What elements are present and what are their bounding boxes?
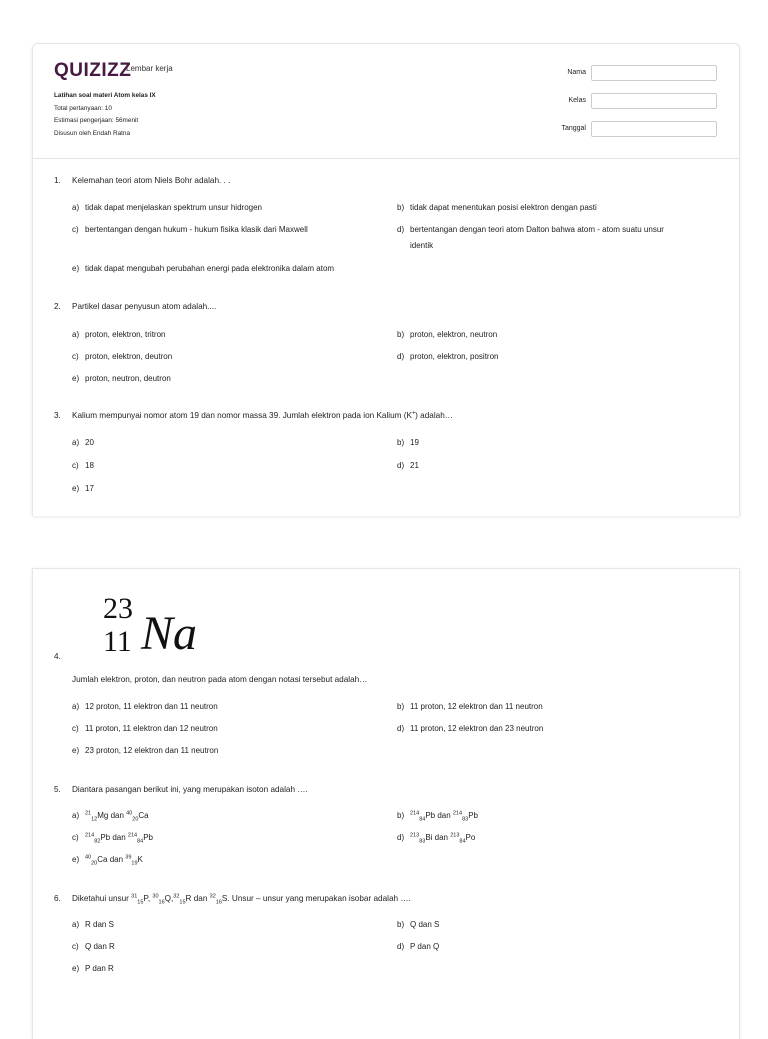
quizizz-logo: QUIZIZZ (54, 60, 132, 81)
question-text: Kalium mempunyai nomor atom 19 dan nomor massa 39. Jumlah elektron pada ion Kalium (K+) adalah… (72, 410, 453, 420)
date-field[interactable] (591, 121, 717, 137)
author: Disusun oleh Endah Ratna (54, 129, 131, 137)
class-label: Kelas (568, 97, 586, 104)
question-text: Jumlah elektron, proton, dan neutron pada atom dengan notasi tersebut adalah… (72, 675, 368, 684)
worksheet-label: Lembar kerja (126, 64, 173, 73)
question-number: 6. (54, 894, 61, 903)
atomic-number: 11 (103, 625, 132, 653)
question-text: Kelemahan teori atom Niels Bohr adalah. . . (72, 176, 231, 185)
estimated-time: Estimasi pengerjaan: 56menit (54, 117, 139, 124)
date-label: Tanggal (561, 125, 586, 132)
worksheet-title: Latihan soal materi Atom kelas IX (54, 92, 156, 99)
worksheet-page-1: QUIZIZZ Lembar kerja Latihan soal materi Atom kelas IX Total pertanyaan: 10 Estimasi pengerjaan: 56menit Disusun oleh Endah Ratna Nama Kelas Tanggal 1. Kelemahan teori atom Niels Bohr adalah. . . a) tidak dapat menjelaskan spektrum unsur hidrogen b) tidak dapat menentukan posisi elektron dengan pasti c) bertentangan dengan hukum - hukum fisika klasik dari Maxwell d) bertentangan dengan teori atom Dalton bahwa atom - atom suatu unsur identik e) tidak dapat mengubah perubahan energi pada elektronika dalam atom 2. Partikel dasar penyusun atom adalah.... a) proton, elektron, tritron b) proton, elektron, neutron c) proton, elektron, deutron d) proton, elektron, positron e) proton, neutron, deutron 3. Kalium mempunyai nomor atom 19 dan nomor massa 39. Jumlah elektron pada ion Kalium (K+) adalah… a) 20 b) 19 c) 18 d) 21 e) 17 (32, 43, 740, 516)
question-number: 4. (54, 652, 61, 661)
worksheet-meta (54, 90, 156, 140)
class-field[interactable] (591, 93, 717, 109)
question-number: 5. (54, 785, 61, 794)
name-field[interactable] (591, 65, 717, 81)
question-number: 3. (54, 411, 61, 420)
question-text: Partikel dasar penyusun atom adalah.... (72, 302, 217, 311)
total-questions: Total pertanyaan: 10 (54, 104, 112, 112)
question-number: 2. (54, 302, 61, 311)
question-text: Diketahui unsur $^{31}_{15}$P, $^{30}_{16}$Q,$^{32}_{15}$R dan $^{32}_{16}$S. Unsur – unsur yang merupakan isobar adalah …. (72, 893, 411, 906)
worksheet-page-2: 23 11 Na 4. Jumlah elektron, proton, dan neutron pada atom dengan notasi tersebut adalah… a) 12 proton, 11 elektron dan 11 neutron b) 11 proton, 12 elektron dan 11 neutron c) 11 proton, 11 elektron dan 12 neutron d) 11 proton, 12 elektron dan 23 neutron e) 23 proton, 12 elektron dan 11 neutron 5. Diantara pasangan berikut ini, yang merupakan isoton adalah …. a) $^{21}_{12}$Mg dan $^{40}_{20}$Ca b) $^{214}_{84}$Pb dan $^{214}_{83}$Pb c) $^{214}_{82}$Pb dan $^{214}_{84}$Pb d) $^{213}_{83}$Bi dan $^{213}_{84}$Po e) $^{40}_{20}$Ca dan $^{39}_{19}$K 6. Diketahui unsur $^{31}_{15}$P, $^{30}_{16}$Q,$^{32}_{15}$R dan $^{32}_{16}$S. Unsur – unsur yang merupakan isobar adalah …. a) R dan S b) Q dan S c) Q dan R d) P dan Q e) P dan R (32, 568, 740, 1039)
sodium-nuclide-notation (103, 583, 233, 653)
worksheet-header (33, 44, 739, 159)
name-label: Nama (567, 69, 586, 76)
question-text: Diantara pasangan berikut ini, yang merupakan isoton adalah …. (72, 785, 308, 794)
q1-option-d[interactable]: d) bertentangan dengan teori atom Dalton bahwa atom - atom suatu unsur identik (397, 225, 664, 250)
question-number: 1. (54, 176, 61, 185)
element-symbol: Na (141, 607, 198, 653)
mass-number: 23 (103, 592, 133, 625)
